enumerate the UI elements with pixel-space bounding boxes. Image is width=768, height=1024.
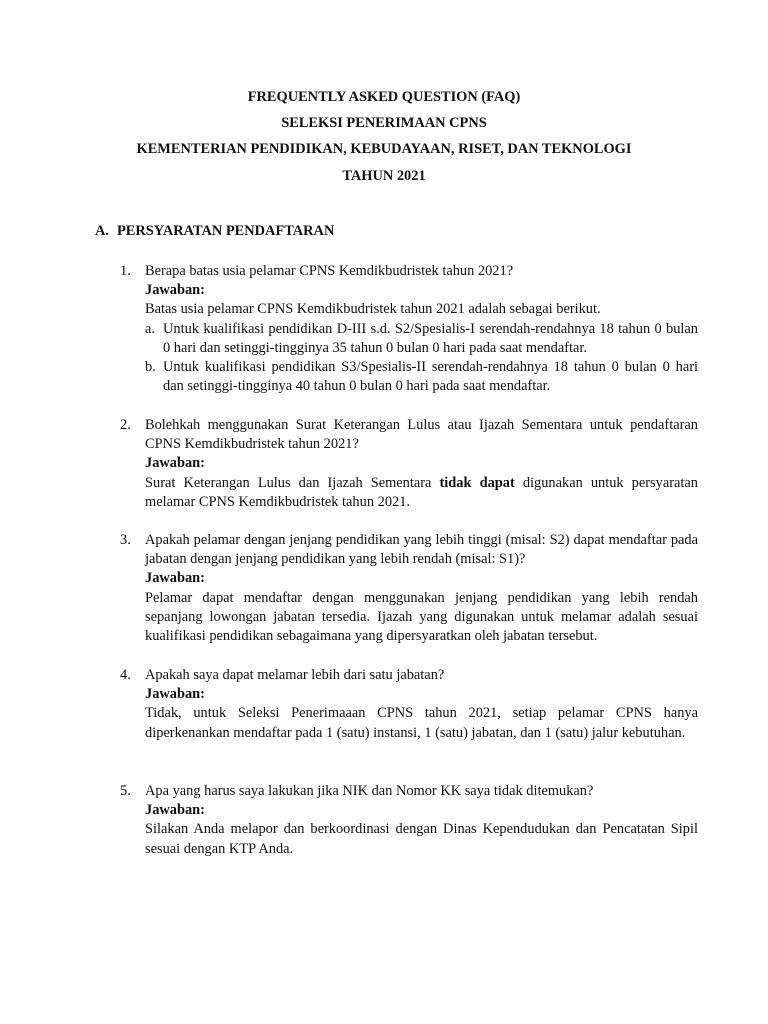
faq-question-text: Bolehkah menggunakan Surat Keterangan Lulus atau Ijazah Sementara untuk pendaftaran CPNS Kemdikbudristek tahun 2021? [145, 417, 698, 453]
doc-title-line-1: FREQUENTLY ASKED QUESTION (FAQ) [247, 89, 521, 105]
faq-item-2 [120, 416, 698, 512]
sub-item-letter: b. [145, 359, 156, 376]
section-heading [95, 222, 334, 240]
faq-question [120, 782, 698, 801]
faq-question [120, 262, 698, 281]
faq-answer-label: Jawaban: [145, 282, 205, 299]
faq-answer-text: Pelamar dapat mendaftar dengan menggunakan jenjang pendidikan yang lebih rendah sepanjang lowongan jabatan tersedia. Ijazah yang digunakan untuk melamar adalah sesuai kualifikasi pendidikan sebagaimana yang dipersyaratkan oleh jabatan tersebut. [145, 589, 698, 645]
sub-item-text: Untuk kualifikasi pendidikan S3/Spesialis-II serendah-rendahnya 18 tahun 0 bulan 0 hari dan setinggi-tingginya 40 tahun 0 bulan 0 hari pada saat mendaftar. [163, 359, 698, 395]
faq-sub-item-a [145, 320, 698, 358]
faq-question-text: Apakah saya dapat melamar lebih dari satu jabatan? [145, 667, 445, 683]
faq-question-text: Apa yang harus saya lakukan jika NIK dan Nomor KK saya tidak ditemukan? [145, 783, 594, 799]
faq-number: 5. [120, 783, 131, 799]
faq-item-4 [120, 666, 698, 743]
doc-title-line-4: TAHUN 2021 [342, 168, 426, 184]
faq-answer-label: Jawaban: [145, 802, 205, 819]
faq-answer-label: Jawaban: [145, 686, 205, 703]
faq-number: 4. [120, 667, 131, 683]
answer-text-post: digunakan untuk persyaratan melamar CPNS Kemdikbudristek tahun 2021. [145, 474, 698, 510]
faq-sub-list [120, 320, 698, 397]
answer-text-pre: Surat Keterangan Lulus dan Ijazah Sementara [145, 474, 440, 491]
faq-answer-label: Jawaban: [145, 570, 205, 587]
section-letter: A. [95, 223, 109, 239]
doc-title-line-2: SELEKSI PENERIMAAN CPNS [281, 115, 487, 131]
faq-sub-item-b [145, 358, 698, 396]
faq-question [120, 416, 698, 454]
faq-question-text: Apakah pelamar dengan jenjang pendidikan yang lebih tinggi (misal: S2) dapat mendaftar pada jabatan dengan jenjang pendidikan yang lebih rendah (misal: S1)? [145, 532, 698, 568]
doc-title-line-3: KEMENTERIAN PENDIDIKAN, KEBUDAYAAN, RISET, DAN TEKNOLOGI [136, 141, 632, 157]
faq-answer-text: Tidak, untuk Seleksi Penerimaaan CPNS tahun 2021, setiap pelamar CPNS hanya diperkenankan mendaftar pada 1 (satu) instansi, 1 (satu) jabatan, dan 1 (satu) jalur kebutuhan. [145, 705, 698, 741]
sub-item-text: Untuk kualifikasi pendidikan D-III s.d. S2/Spesialis-I serendah-rendahnya 18 tahun 0 bulan 0 hari dan setinggi-tingginya 35 tahun 0 bulan 0 hari pada saat mendaftar. [163, 320, 698, 356]
faq-number: 2. [120, 417, 131, 433]
faq-answer-text [120, 474, 698, 512]
section-title: PERSYARATAN PENDAFTARAN [117, 223, 335, 239]
faq-question [120, 531, 698, 569]
faq-item-3 [120, 531, 698, 646]
faq-answer-text: Batas usia pelamar CPNS Kemdikbudristek tahun 2021 adalah sebagai berikut. [145, 301, 601, 318]
sub-item-letter: a. [145, 320, 155, 337]
faq-question-text: Berapa batas usia pelamar CPNS Kemdikbudristek tahun 2021? [145, 263, 514, 279]
faq-item-5 [120, 782, 698, 859]
faq-number: 3. [120, 532, 131, 548]
faq-answer-label: Jawaban: [145, 455, 205, 472]
faq-item-1 [120, 262, 698, 396]
faq-number: 1. [120, 263, 131, 279]
faq-question [120, 666, 698, 685]
answer-text-bold: tidak dapat [439, 474, 515, 491]
faq-answer-text: Silakan Anda melapor dan berkoordinasi dengan Dinas Kependudukan dan Pencatatan Sipil sesuai dengan KTP Anda. [145, 821, 698, 857]
